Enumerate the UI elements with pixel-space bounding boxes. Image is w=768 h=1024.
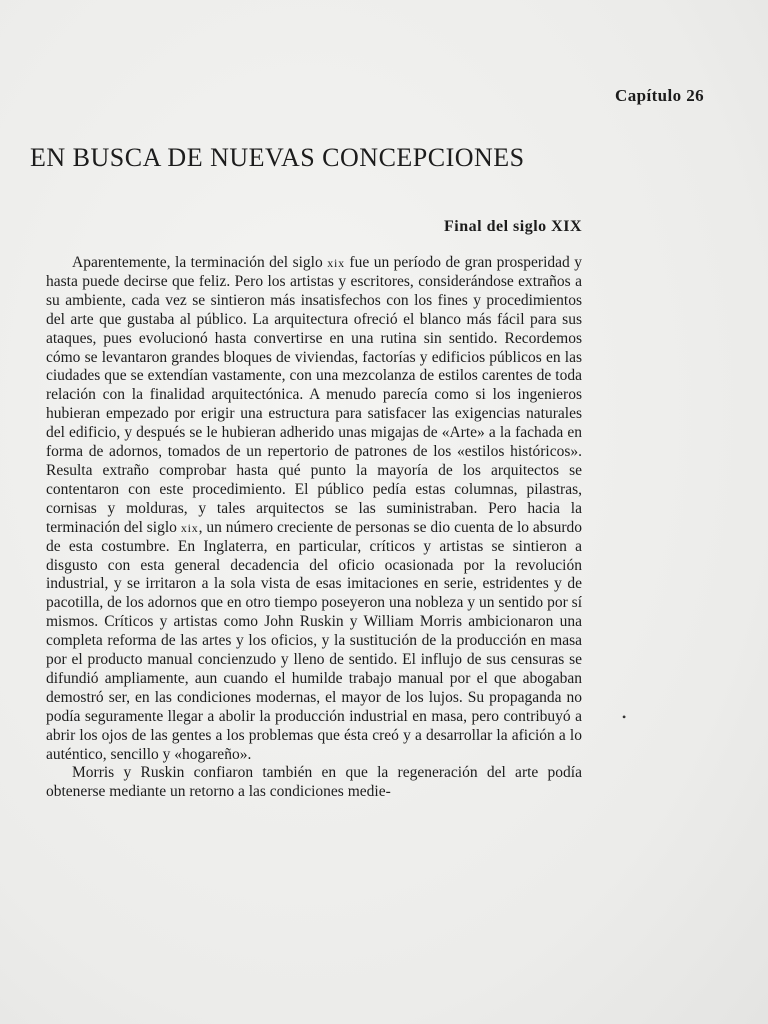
paragraph-2: Morris y Ruskin confiaron también en que la regeneración del arte podía obtenerse mediante un retorno a las condiciones medie- xyxy=(46,764,582,801)
margin-mark: • xyxy=(622,710,627,724)
page-title: EN BUSCA DE NUEVAS CONCEPCIONES xyxy=(30,143,525,172)
chapter-label: Capítulo 26 xyxy=(615,86,704,105)
paragraph-1: Aparentemente, la terminación del siglo xix fue un período de gran prosperidad y hasta puede decirse que feliz. Pero los artistas y escritores, considerándose extraños a su ambiente, cada vez se sintieron más insatisfechos con los fines y procedimientos del arte que gustaba al público. La arquitectura ofreció el blanco más fácil para sus ataques, pues evolucionó hasta convertirse en una rutina sin sentido. Recordemos cómo se levantaron grandes bloques de viviendas, factorías y edificios públicos en las ciudades que se extendían vastamente, con una mezcolanza de estilos carentes de toda relación con la finalidad arquitectónica. A menudo parecía como si los ingenieros hubieran empezado por erigir una estructura para satisfacer las exigencias naturales del edificio, y después se le hubieran adherido unas migajas de «Arte» a la fachada en forma de adornos, tomados de un repertorio de patrones de los «estilos históricos». Resulta extraño comprobar hasta qué punto la mayoría de los arquitectos se contentaron con este procedimiento. El público pedía estas columnas, pilastras, cornisas y molduras, y tales arquitectos se las suministraban. Pero hacia la terminación del siglo xix, un número creciente de personas se dio cuenta de lo absurdo de esta costumbre. En Inglaterra, en particular, críticos y artistas se sintieron a disgusto con esta general decadencia del oficio ocasionada por la revolución industrial, y se irritaron a la sola vista de esas imitaciones en serie, estridentes y de pacotilla, de los adornos que en otro tiempo poseyeron una nobleza y un sentido por sí mismos. Críticos y artistas como John Ruskin y William Morris ambicionaron una completa reforma de las artes y los oficios, y la sustitución de la producción en masa por el producto manual concienzudo y lleno de sentido. El influjo de sus censuras se difundió ampliamente, aun cuando el humilde trabajo manual por el que abogaban demostró ser, en las condiciones modernas, el mayor de los lujos. Su propaganda no podía seguramente llegar a abolir la producción industrial en masa, pero contribuyó a abrir los ojos de las gentes a los problemas que ésta creó y a desarrollar la afición a lo auténtico, sencillo y «hogareño». xyxy=(46,254,583,763)
body-text xyxy=(46,254,582,802)
section-subtitle: Final del siglo XIX xyxy=(444,218,582,235)
